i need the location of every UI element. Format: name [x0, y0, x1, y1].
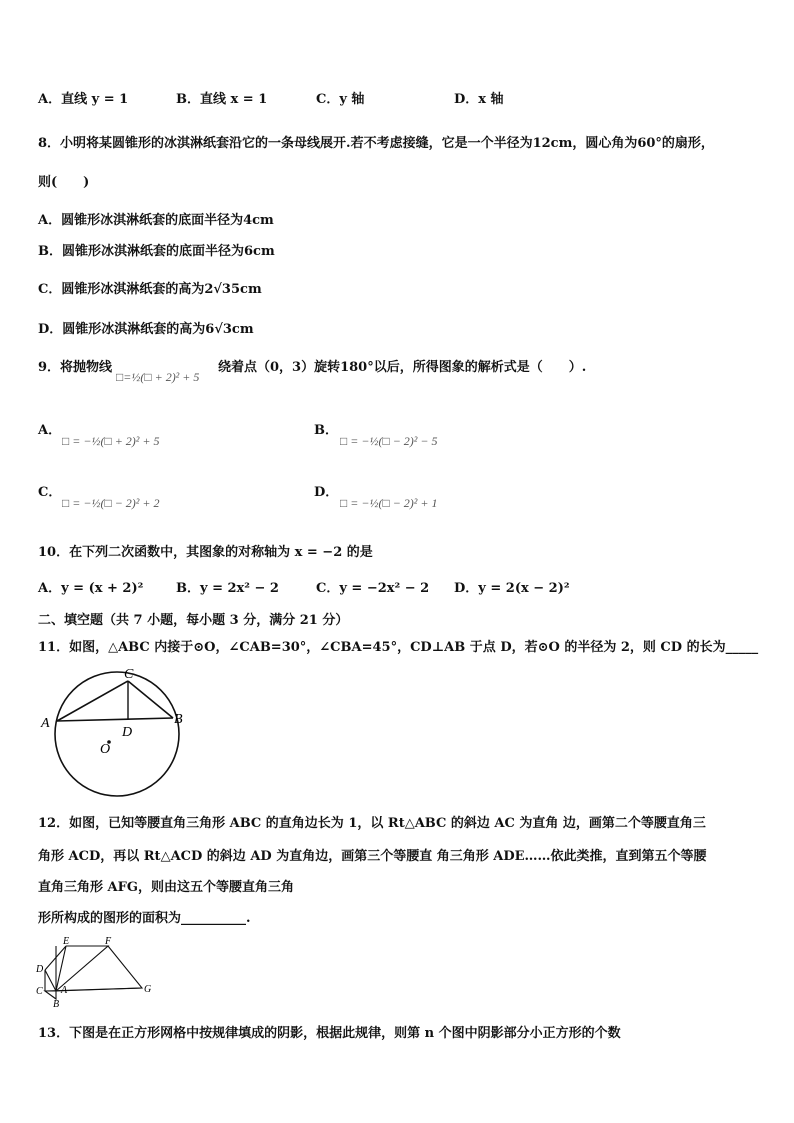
- chord-ab: [57, 718, 173, 721]
- triangle-acd: [45, 970, 56, 991]
- q9-stem-start: 9．将抛物线: [38, 360, 113, 375]
- label-e: E: [63, 936, 70, 947]
- label-g: G: [144, 984, 152, 995]
- q11-stem: 11．如图，△ABC 内接于⊙O，∠CAB=30°，∠CBA=45°，CD⊥AB 于点 D，若⊙O 的半径为 2，则 CD 的长为_____: [38, 640, 759, 655]
- q8-option-b: B．圆锥形冰淇淋纸套的底面半径为6cm: [38, 244, 275, 259]
- q10-option-b: B．y = 2x² − 2: [176, 581, 279, 596]
- q13-stem: 13．下图是在正方形网格中按规律填成的阴影，根据此规律，则第 n 个图中阴影部分小正方形的个数: [38, 1026, 621, 1041]
- label-d: D: [36, 964, 44, 975]
- label-b: B: [53, 999, 60, 1009]
- q8-option-c: C．圆锥形冰淇淋纸套的高为2√35cm: [38, 282, 262, 297]
- side-ac: [57, 681, 128, 721]
- q8-option-a: A．圆锥形冰淇淋纸套的底面半径为4cm: [38, 213, 274, 228]
- label-c: C: [36, 986, 43, 997]
- q9-option-c-formula: □ = −½(□ − 2)² + 2: [62, 496, 160, 510]
- q7-option-b: B．直线 x = 1: [176, 92, 268, 107]
- label-o: O: [100, 742, 111, 757]
- q8-option-d: D．圆锥形冰淇淋纸套的高为6√3cm: [38, 322, 254, 337]
- triangle-afg: [56, 946, 142, 991]
- q7-option-d: D．x 轴: [454, 92, 504, 107]
- section-heading-fill-in: 二、填空题（共 7 小题，每小题 3 分，满分 21 分）: [38, 613, 349, 628]
- triangle-abc: [45, 991, 56, 999]
- q8-stem-line1: 8．小明将某圆锥形的冰淇淋纸套沿它的一条母线展开.若不考虑接缝，它是一个半径为12cm，圆心角为60°的扇形，: [38, 136, 714, 151]
- q9-formula: □=½(□ + 2)² + 5: [116, 370, 200, 384]
- q7-option-a: A．直线 y = 1: [38, 92, 129, 107]
- q9-option-d-label: D．: [314, 485, 339, 500]
- q10-stem: 10．在下列二次函数中，其图象的对称轴为 x = −2 的是: [38, 545, 373, 560]
- label-a: A: [41, 716, 50, 731]
- label-a: A: [61, 985, 68, 996]
- q9-option-d-formula: □ = −½(□ − 2)² + 1: [340, 496, 438, 510]
- q12-stem-line3: 直角三角形 AFG，则由这五个等腰直角三角: [38, 880, 294, 895]
- q9-option-a-label: A．: [38, 423, 62, 438]
- q12-stem-line2: 角形 ACD，再以 Rt△ACD 的斜边 AD 为直角边，画第三个等腰直 角三角形 ADE……依此类推，直到第五个等腰: [38, 849, 707, 864]
- q9-option-a-formula: □ = −½(□ + 2)² + 5: [62, 434, 160, 448]
- q10-option-c: C．y = −2x² − 2: [316, 581, 430, 596]
- q12-triangles-figure: [34, 933, 164, 1009]
- label-c: C: [124, 667, 134, 682]
- q7-option-c: C．y 轴: [316, 92, 365, 107]
- q10-option-d: D．y = 2(x − 2)²: [454, 581, 570, 596]
- q11-circle-figure: [36, 664, 196, 798]
- q9-option-c-label: C．: [38, 485, 62, 500]
- q8-stem-line2: 则( ): [38, 175, 90, 190]
- label-f: F: [105, 936, 112, 947]
- circle-o: [55, 672, 179, 796]
- q12-stem-line4: 形所构成的图形的面积为__________.: [38, 911, 251, 926]
- q9-stem-end: 绕着点（0，3）旋转180°以后，所得图象的解析式是（ ）.: [218, 360, 587, 375]
- q12-stem-line1: 12．如图，已知等腰直角三角形 ABC 的直角边长为 1，以 Rt△ABC 的斜边 AC 为直角 边，画第二个等腰直角三: [38, 816, 706, 831]
- side-cb: [128, 681, 173, 718]
- q9-option-b-formula: □ = −½(□ − 2)² − 5: [340, 434, 438, 448]
- q10-option-a: A．y = (x + 2)²: [38, 581, 144, 596]
- label-d: D: [122, 725, 133, 740]
- q9-option-b-label: B．: [314, 423, 338, 438]
- label-b: B: [174, 712, 183, 727]
